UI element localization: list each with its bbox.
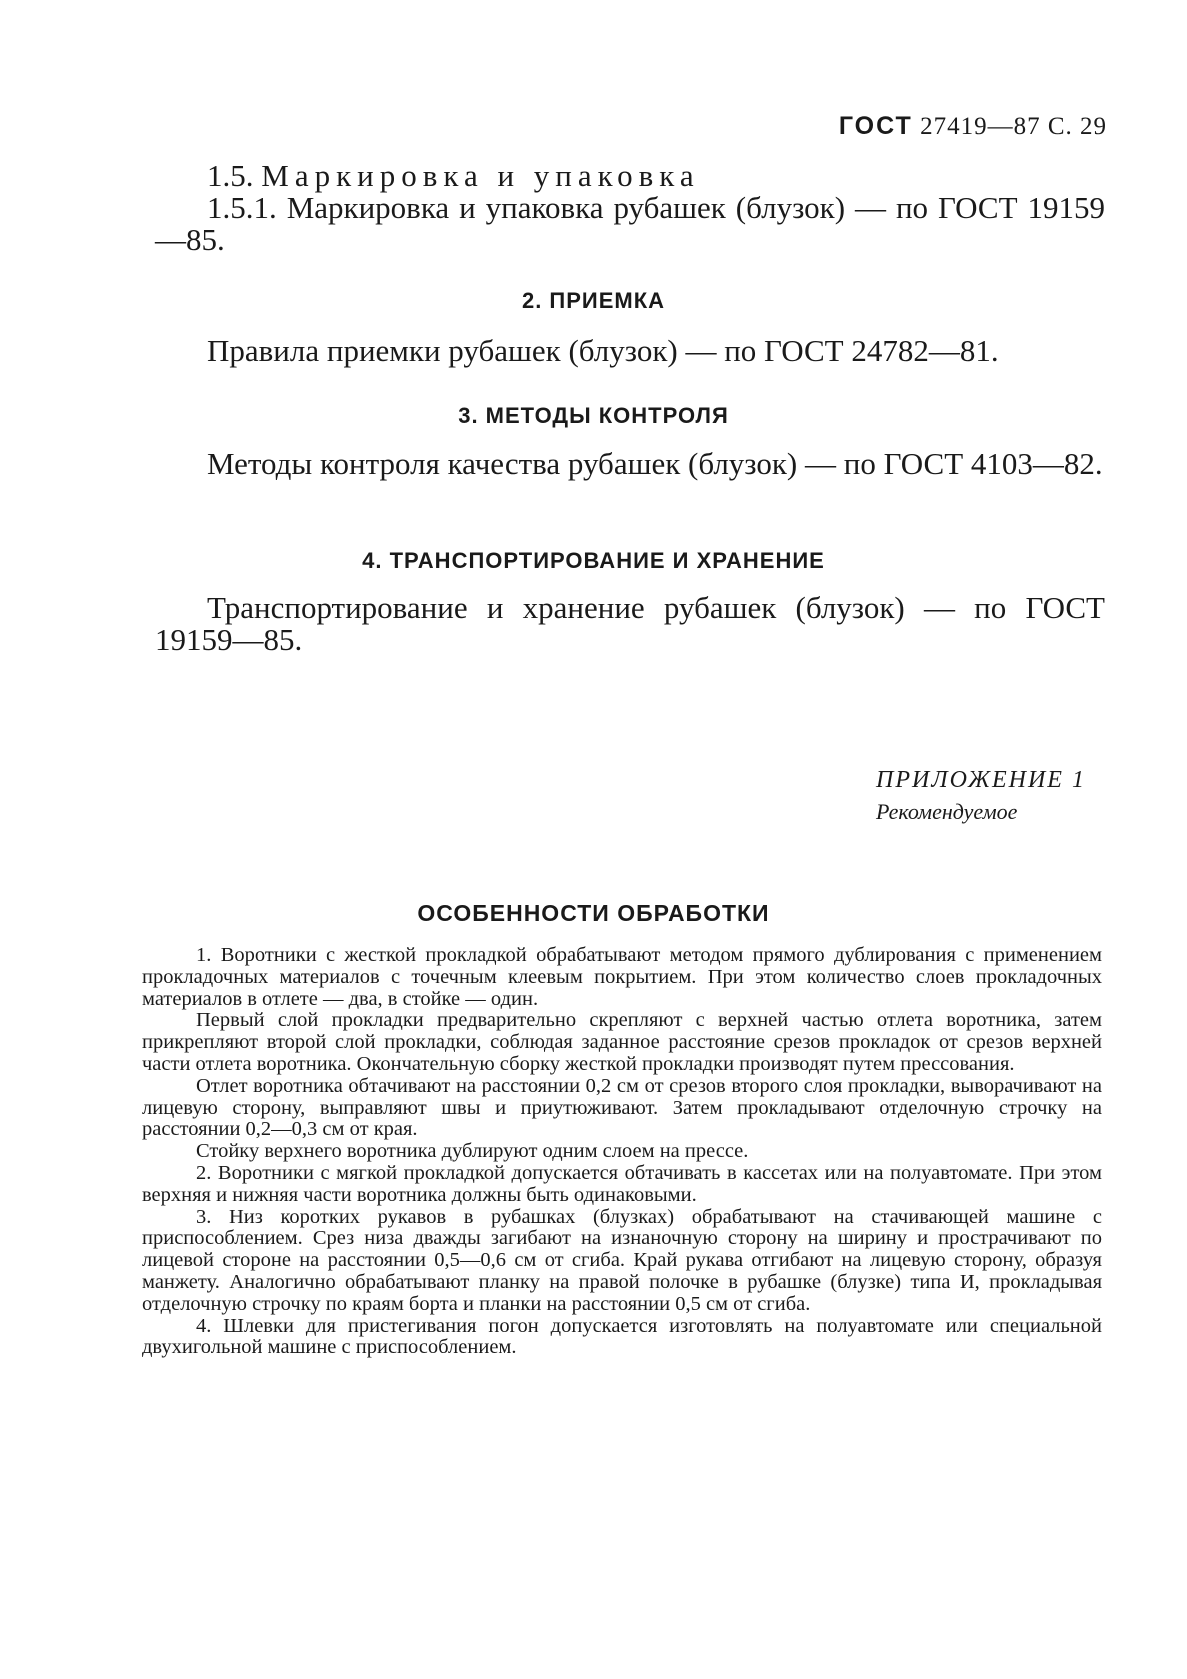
appendix-label: ПРИЛОЖЕНИЕ 1 (876, 767, 1086, 793)
section-3-heading: 3. МЕТОДЫ КОНТРОЛЯ (458, 403, 729, 428)
section-2-text: Правила приемки рубашек (блузок) — по ГОСТ 24782—81. (207, 333, 999, 368)
appendix-title: ОСОБЕННОСТИ ОБРАБОТКИ (417, 900, 770, 926)
section-1-5-title: 1.5. Маркировка и упаковка (207, 158, 700, 193)
header-page: С. 29 (1047, 113, 1107, 140)
section-2-heading: 2. ПРИЕМКА (521, 288, 666, 313)
section-3-text: Методы контроля качества рубашек (блузок) — по ГОСТ 4103—82. (207, 446, 1103, 481)
paragraph: 4. Шлевки для пристегивания погон допускается изготовлять на полуавтомате или специальной двухигольной машине с приспособлением. (142, 1314, 1102, 1359)
paragraph: Первый слой прокладки предварительно скрепляют с верхней частью отлета воротника, затем прикрепляют второй слой прокладки, соблюдая заданное расстояние срезов прокладок от срезов верхней части отлета воротника. Окончательную сборку жесткой прокладки производят путем прессования. (142, 1009, 1102, 1075)
section-4-text: Транспортирование и хранение рубашек (блузок) — по ГОСТ 19159—85. (155, 590, 1105, 657)
paragraph: 2. Воротники с мягкой прокладкой допускается обтачивать в кассетах или на полуавтомате. При этом верхняя и нижняя части воротника должны быть одинаковыми. (142, 1161, 1102, 1206)
page-header (839, 112, 1107, 141)
header-gost: ГОСТ (838, 112, 913, 140)
section-1-5-text: 1.5.1. Маркировка и упаковка рубашек (блузок) — по ГОСТ 19159—85. (155, 190, 1105, 257)
section-1-5 (155, 160, 1105, 256)
section-4-heading: 4. ТРАНСПОРТИРОВАНИЕ И ХРАНЕНИЕ (362, 548, 825, 573)
appendix-body (142, 945, 1102, 1359)
paragraph: Стойку верхнего воротника дублируют одним слоем на прессе. (196, 1140, 749, 1163)
appendix-label-block (876, 764, 1086, 828)
paragraph: 1. Воротники с жесткой прокладкой обрабатывают методом прямого дублирования с применением прокладочных материалов с точечным клеевым покрытием. При этом количество слоев прокладочных материалов в отлете — два, в стойке — один. (142, 944, 1102, 1010)
paragraph: 3. Низ коротких рукавов в рубашках (блузках) обрабатывают на стачивающей машине с приспособлением. Срез низа дважды загибают на изнаночную сторону на ширину и прострачивают по лицевой стороне на расстоянии 0,5—0,6 см от сгиба. Край рукава отгибают на лицевую сторону, образуя манжету. Аналогично обрабатывают планку на правой полочке в рубашке (блузке) типа И, прокладывая отделочную строчку по краям борта и планки на расстоянии 0,5 см от сгиба. (142, 1205, 1102, 1315)
header-number: 27419—87 (920, 113, 1041, 140)
appendix-status: Рекомендуемое (876, 799, 1018, 824)
paragraph: Отлет воротника обтачивают на расстоянии 0,2 см от срезов второго слоя прокладки, выворачивают на лицевую сторону, выправляют швы и приутюживают. Затем прокладывают отделочную строчку на расстоянии 0,2—0,3 см от края. (142, 1074, 1102, 1141)
